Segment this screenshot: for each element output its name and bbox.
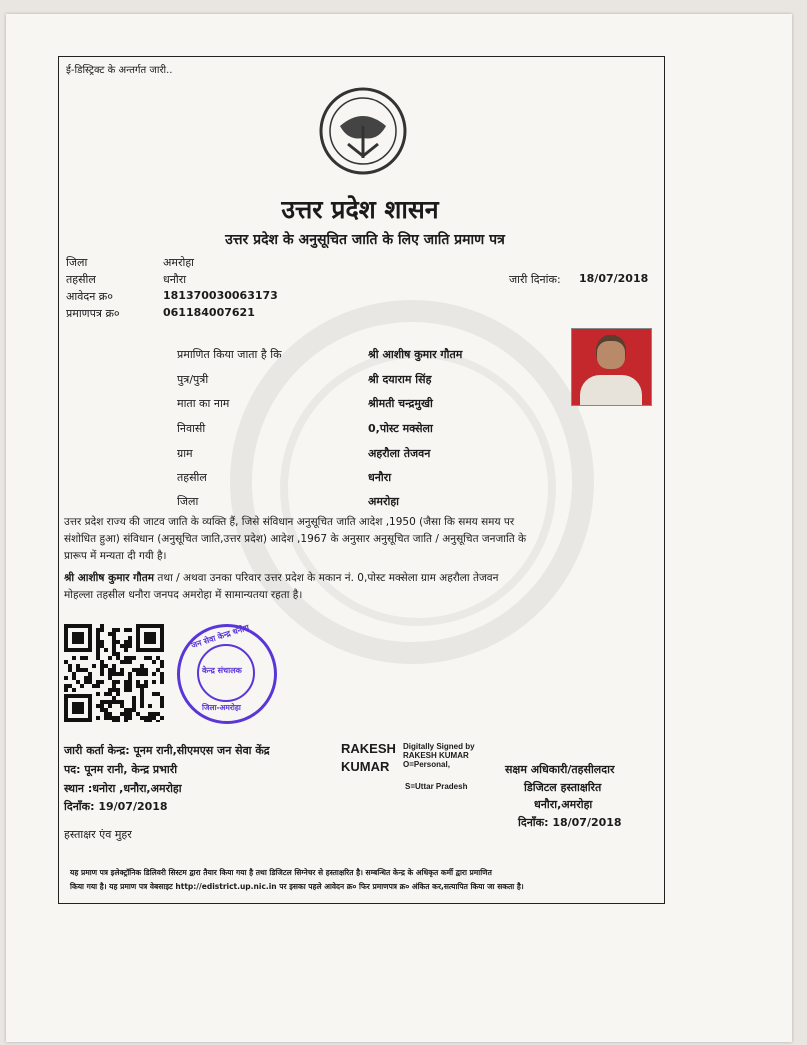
stamp-bottom-text: जिला-अमरोहा (202, 703, 241, 712)
issuer-center: जारी कर्ता केन्द्र: पूनम रानी,सीएमएस जन सेवा केंद्र (64, 744, 270, 757)
issue-date-value: 18/07/2018 (579, 272, 649, 285)
digital-sig-text-1: Digitally Signed by (403, 742, 475, 751)
authority-digital-signed: डिजिटल हस्ताक्षरित (524, 781, 602, 794)
authority-date: दिनाँक: 18/07/2018 (518, 816, 622, 829)
issuing-center-stamp (177, 624, 277, 724)
tehsil-value: धनौरा (163, 273, 187, 286)
detail-label-tehsil: तहसील (177, 471, 207, 484)
detail-label-village: ग्राम (177, 447, 193, 460)
digital-sig-name-2: KUMAR (341, 759, 390, 774)
tehsil-label: तहसील (66, 273, 96, 286)
issuer-date: दिनाँक: 19/07/2018 (64, 800, 168, 813)
detail-value-tehsil: धनौरा (368, 471, 392, 484)
digital-sig-text-2: RAKESH KUMAR (403, 751, 469, 760)
issuer-post: पद: पूनम रानी, केन्द्र प्रभारी (64, 763, 178, 776)
issuer-place: स्थान :धनोरा ,धनौरा,अमरोहा (64, 782, 182, 795)
district-label: जिला (66, 256, 88, 269)
footer-line-1: यह प्रमाण पत्र इलेक्ट्रॉनिक डिलिवरी सिस्टम द्वारा तैयार किया गया है तथा डिजिटल सिग्नेचर से हस्ताक्षरित है। सम्बन्धित केन्द्र के अधिकृत कर्मी द्वारा प्रमाणित (70, 868, 492, 877)
caste-paragraph-line-3: प्रारूप में मन्यता दी गयी है। (64, 550, 167, 562)
detail-value-resident: 0,पोस्ट मक्सेला (368, 422, 433, 435)
digital-sig-text-3: O=Personal, (403, 760, 450, 769)
caste-paragraph-line-2: संशोधित हुआ) संविधान (अनुसूचित जाति,उत्तर प्रदेश) आदेश ,1967 के अनुसार अनुसूचित जाति / अनुसूचित जनजाति के (64, 533, 527, 545)
digital-sig-text-4: S=Uttar Pradesh (405, 782, 468, 791)
digital-sig-details (403, 742, 475, 769)
detail-label-mother: माता का नाम (177, 397, 230, 410)
authority-place: धनौरा,अमरोहा (534, 798, 593, 811)
detail-value-district: अमरोहा (368, 495, 400, 508)
application-number-value: 181370030063173 (163, 289, 278, 302)
header-note: ई-डिस्ट्रिक्ट के अन्तर्गत जारी.. (66, 65, 173, 76)
residence-name: श्री आशीष कुमार गौतम (64, 572, 155, 584)
residence-paragraph (64, 570, 654, 604)
residence-paragraph-line-1: तथा / अथवा उनका परिवार उत्तर प्रदेश के मकान नं. 0,पोस्ट मक्सेला ग्राम अहरौला तेजवन (157, 572, 499, 584)
detail-label-son-of: पुत्र/पुत्री (177, 373, 209, 386)
detail-value-mother: श्रीमती चन्द्रमुखी (368, 397, 433, 410)
authority-title: सक्षम अधिकारी/तहसीलदार (505, 763, 615, 776)
district-value: अमरोहा (163, 256, 195, 269)
detail-label-resident: निवासी (177, 422, 206, 435)
detail-value-father: श्री दयाराम सिंह (368, 373, 432, 386)
certificate-number-value: 061184007621 (163, 306, 255, 319)
issue-date-label: जारी दिनांक: (509, 273, 561, 286)
residence-paragraph-line-2: मोहल्ला तहसील धनौरा जनपद अमरोहा में सामान्यतया रहता है। (64, 589, 303, 601)
applicant-photo (571, 328, 652, 406)
caste-paragraph-line-1: उत्तर प्रदेश राज्य की जाटव जाति के व्यक्ति हैं, जिसे संविधान अनुसूचित जाति आदेश ,1950 (जैसा कि समय समय पर (64, 516, 515, 528)
page-title: उत्तर प्रदेश शासन (281, 195, 439, 224)
footer-note (70, 866, 660, 894)
signature-seal-label: हस्ताक्षर एंव मुहर (64, 828, 132, 841)
caste-paragraph (64, 514, 654, 565)
detail-value-village: अहरौला तेजवन (368, 447, 431, 460)
stamp-outer-text: जन सेवा केन्द्र धनौरा (190, 622, 251, 651)
certificate-number-label: प्रमाणपत्र क्र० (66, 307, 120, 320)
detail-label-district: जिला (177, 495, 199, 508)
certificate-subtitle: उत्तर प्रदेश के अनुसूचित जाति के लिए जाति प्रमाण पत्र (225, 232, 505, 248)
stamp-inner-text: केन्द्र संचालक (202, 666, 242, 675)
detail-value-name: श्री आशीष कुमार गौतम (368, 348, 463, 361)
detail-label-certified: प्रमाणित किया जाता है कि (177, 348, 282, 361)
up-govt-emblem-icon (318, 86, 408, 176)
application-number-label: आवेदन क्र० (66, 290, 113, 303)
digital-sig-name-1: RAKESH (341, 741, 396, 756)
qr-code-icon (64, 624, 164, 722)
footer-line-2: किया गया है। यह प्रमाण पत्र वेबसाइट http://edistrict.up.nic.in पर इसका पहले आवेदन क्र० फिर प्रमाणपत्र क्र० अंकित कर,सत्यापित किया जा सकता है। (70, 882, 524, 891)
